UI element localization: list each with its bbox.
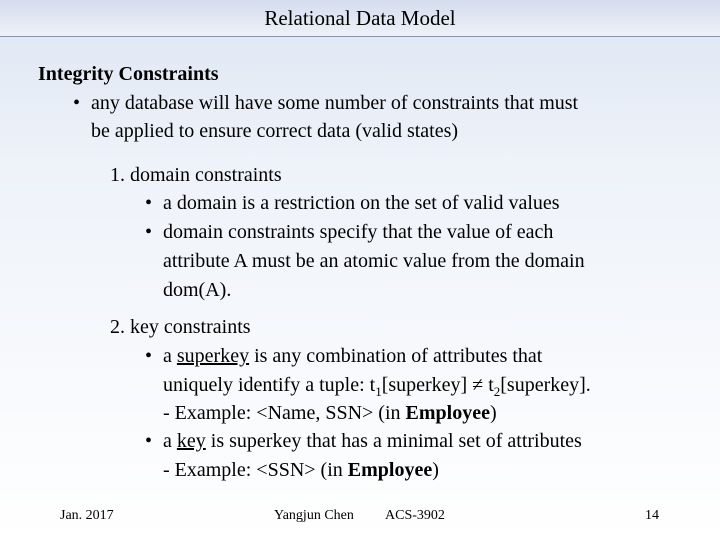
domain-bullet-2-line-1: domain constraints specify that the value of each — [163, 221, 554, 243]
text-segment: ) — [432, 459, 439, 481]
bullet-icon: • — [73, 92, 81, 114]
subscript: 1 — [375, 384, 382, 399]
key-example-2 — [163, 458, 439, 482]
title-bar — [0, 0, 720, 37]
slide-title: Relational Data Model — [264, 6, 456, 30]
text-segment: uniquely identify a tuple: t — [163, 374, 376, 396]
footer-course: ACS-3902 — [385, 508, 445, 523]
key-term: key — [176, 430, 206, 452]
emphasis: Employee — [405, 402, 490, 424]
text-segment: t — [483, 374, 494, 396]
domain-bullet-1: a domain is a restriction on the set of valid values — [163, 192, 560, 214]
text-segment: a — [163, 430, 177, 452]
text-segment: [superkey] — [381, 374, 473, 396]
footer-author: Yangjun Chen — [274, 508, 354, 523]
text-segment: is superkey that has a minimal set of attributes — [205, 430, 582, 452]
key-example-1 — [163, 401, 497, 425]
domain-bullet-2-line-2: attribute A must be an atomic value from the domain — [163, 250, 585, 272]
text-segment: - Example: <Name, SSN> (in — [163, 402, 406, 424]
bullet-icon: • — [145, 192, 153, 214]
text-segment: - Example: <SSN> (in — [163, 459, 348, 481]
domain-bullet-2-line-3: dom(A). — [163, 279, 232, 301]
text-segment: [superkey]. — [500, 374, 591, 396]
section-heading: Integrity Constraints — [38, 63, 219, 85]
not-equal-symbol: ≠ — [472, 374, 484, 396]
bullet-icon: • — [145, 430, 153, 452]
subscript: 2 — [493, 384, 501, 399]
bullet-icon: • — [145, 221, 153, 243]
domain-heading: 1. domain constraints — [110, 164, 282, 186]
text-segment: is any combination of attributes that — [249, 345, 543, 367]
key-bullet-1-line-2 — [163, 373, 591, 404]
key-bullet-2 — [163, 429, 582, 453]
intro-line-1: any database will have some number of constraints that must — [91, 92, 579, 114]
key-bullet-1-line-1 — [163, 344, 542, 368]
footer-page-number: 14 — [645, 508, 659, 523]
footer-date: Jan. 2017 — [60, 508, 114, 523]
key-heading: 2. key constraints — [110, 316, 251, 338]
intro-line-2: be applied to ensure correct data (valid states) — [91, 120, 459, 142]
text-segment: a — [163, 345, 177, 367]
bullet-icon: • — [145, 345, 153, 367]
superkey-term: superkey — [176, 345, 250, 367]
text-segment: ) — [489, 402, 497, 424]
emphasis: Employee — [347, 459, 433, 481]
